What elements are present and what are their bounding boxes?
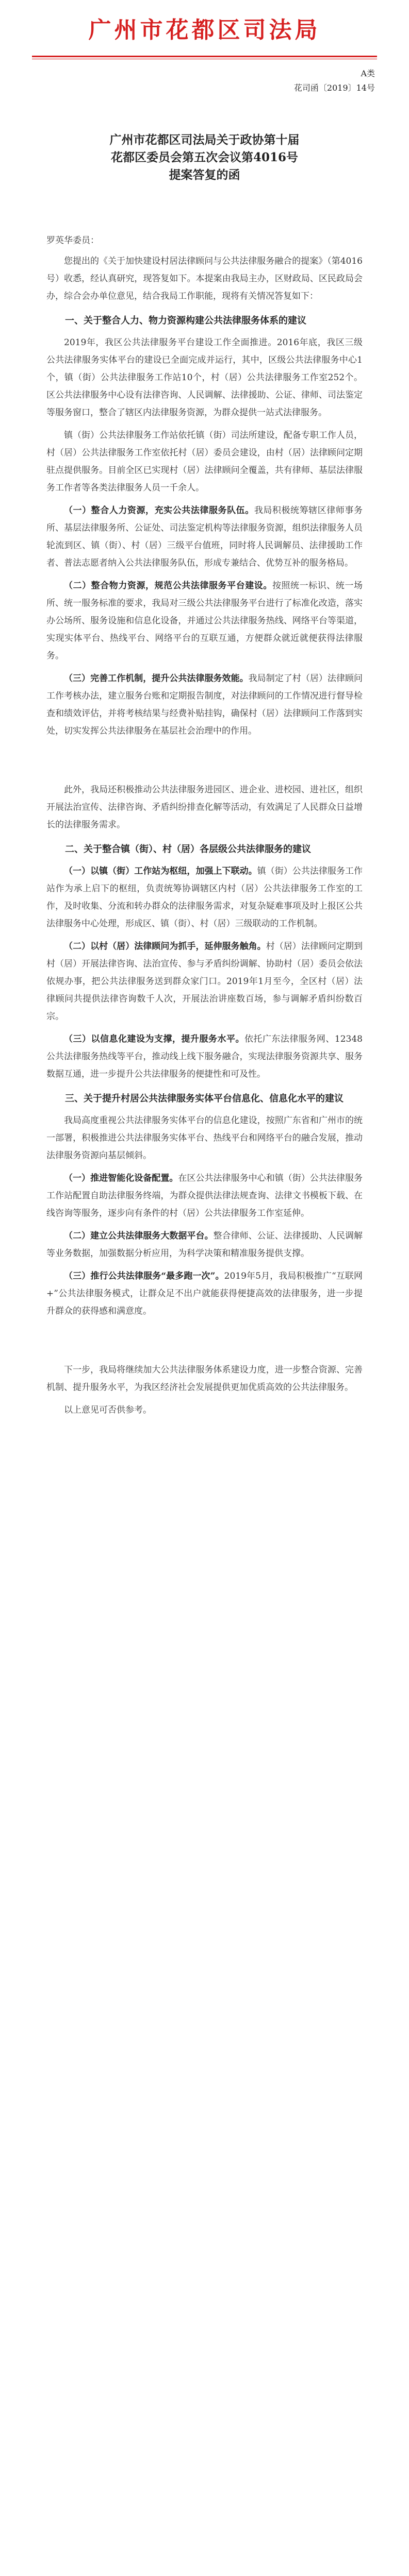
paragraph-text: 按照统一标识、统一场所、统一服务标准的要求，我局对三级公共法律服务平台进行了标准化改造，落实办公场所、服务设施和信息化设备，并通过公共法律服务热线、网络平台等渠道，实现实体平台、热线平台、网络平台的互联互通，方便群众就近就便获得法律服务。 (46, 581, 363, 661)
section-3-paragraph: 我局高度重视公共法律服务实体平台的信息化建设，按照广东省和广州市的统一部署，积极推进公共法律服务实体平台、热线平台和网络平台的融合发展，推动法律服务资源向基层倾斜。 (46, 1115, 363, 1161)
section-1-sub-1 (46, 502, 363, 572)
section-3-heading: 三、关于提升村居公共法律服务实体平台信息化、信息化水平的建议 (65, 1093, 343, 1104)
subheading: （一）整合人力资源，充实公共法律服务队伍。 (64, 505, 254, 516)
agency-name: 广州市花都区司法局 (88, 17, 321, 43)
section-1-paragraph: 此外，我局还积极推动公共法律服务进园区、进企业、进校园、进社区，组织开展法治宣传、法律咨询、矛盾纠纷排查化解等活动，有效满足了人民群众日益增长的法律服务需求。 (46, 785, 363, 830)
subheading: （二）建立公共法律服务大数据平台。 (64, 1231, 214, 1241)
paragraph-text: 镇（街）公共法律服务工作站作为承上启下的枢纽，负责统筹协调辖区内村（居）公共法律服务工作室的工作，及时收集、分流和转办群众的法律服务需求，对复杂疑难事项及时上报区公共法律服务中心处理，形成区、镇（街）、村（居）三级联动的工作机制。 (46, 866, 363, 929)
paragraph-text: 2019年5月，我局积极推广“互联网+”公共法律服务模式，让群众足不出户就能获得便捷高效的法律服务，进一步提升群众的获得感和满意度。 (46, 1271, 363, 1316)
closing-paragraph: 下一步，我局将继续加大公共法律服务体系建设力度，进一步整合资源、完善机制、提升服务水平，为我区经济社会发展提供更加优质高效的公共法律服务。 (46, 1365, 363, 1393)
section-2-sub-2 (46, 938, 363, 1025)
section-2-sub-3 (46, 1030, 363, 1083)
section-1-paragraph: 镇（街）公共法律服务工作站依托镇（街）司法所建设，配备专职工作人员，村（居）公共法律服务工作室依托村（居）委员会建设，由村（居）法律顾问定期驻点提供服务。目前全区已实现村（居）法律顾问全覆盖，共有律师、基层法律服务工作者等各类法律服务人员一千余人。 (46, 430, 363, 493)
subheading: （一）推进智能化设备配置。 (64, 1173, 178, 1183)
subheading: （三）完善工作机制，提升公共法律服务效能。 (64, 673, 249, 684)
title-line-1: 广州市花都区司法局关于政协第十届 (109, 133, 300, 147)
paragraph-text: 在区公共法律服务中心和镇（街）公共法律服务工作站配置自助法律服务终端，为群众提供法律法规查询、法律文书模板下载、在线咨询等服务，逐步向有条件的村（居）公共法律服务工作室延伸。 (46, 1173, 363, 1218)
paragraph-text: 我局制定了村（居）法律顾问工作考核办法，建立服务台账和定期报告制度，对法律顾问的工作情况进行督导检查和绩效评估，并将考核结果与经费补贴挂钩，确保村（居）法律顾问工作落到实处，切实发挥公共法律服务在基层社会治理中的作用。 (46, 673, 363, 736)
paragraph-text: 整合律师、公证、法律援助、人民调解等业务数据，加强数据分析应用，为科学决策和精准服务提供支撑。 (46, 1231, 363, 1259)
section-1-paragraph: 2019年，我区公共法律服务平台建设工作全面推进。2016年底，我区三级公共法律服务实体平台的建设已全面完成并运行，其中，区级公共法律服务中心1个，镇（街）公共法律服务工作站10个，村（居）公共法律服务工作室252个。区公共法律服务中心设有法律咨询、人民调解、法律援助、公证、律师、司法鉴定等服务窗口，整合了辖区内法律服务资源，为群众提供一站式法律服务。 (46, 337, 363, 418)
title-line-2: 花都区委员会第五次会议第4016号 (110, 150, 298, 164)
closing-remark: 以上意见可否供参考。 (64, 1405, 152, 1415)
subheading: （二）以村（居）法律顾问为抓手，延伸服务触角。 (64, 941, 266, 952)
section-3-sub-2 (46, 1227, 363, 1262)
subheading: （三）以信息化建设为支撑，提升服务水平。 (64, 1034, 244, 1044)
classification-mark: A类 (361, 69, 375, 78)
section-1-heading: 一、关于整合人力、物力资源构建公共法律服务体系的建议 (65, 315, 306, 326)
section-3-sub-1 (46, 1170, 363, 1222)
title-line-3: 提案答复的函 (169, 168, 240, 182)
section-2-heading: 二、关于整合镇（街）、村（居）各层级公共法律服务的建议 (65, 844, 311, 855)
document-title (46, 131, 363, 184)
subheading: （一）以镇（街）工作站为枢纽，加强上下联动。 (64, 866, 257, 876)
intro-paragraph: 您提出的《关于加快建设村居法律顾问与公共法律服务融合的提案》（第4016号）收悉，经认真研究，现答复如下。本提案由我局主办，区财政局、区民政局会办，综合会办单位意见，结合我局工作职能，现将有关情况答复如下： (46, 256, 363, 301)
section-1-sub-3 (46, 670, 363, 740)
subheading: （二）整合物力资源，规范公共法律服务平台建设。 (64, 581, 272, 591)
paragraph-text: 村（居）法律顾问定期到村（居）开展法律咨询、法治宣传、参与矛盾纠纷调解、协助村（居）委员会依法依规办事，把公共法律服务送到群众家门口。2019年1月至今，全区村（居）法律顾问共提供法律咨询数千人次，开展法治讲座数百场，参与调解矛盾纠纷数百宗。 (46, 941, 363, 1022)
section-1-sub-2 (46, 577, 363, 665)
document-number: 花司函〔2019〕14号 (293, 83, 375, 93)
letterhead (0, 0, 409, 98)
salutation: 罗英华委员： (46, 235, 99, 246)
document-body (46, 232, 363, 1424)
section-2-sub-1 (46, 862, 363, 933)
section-3-sub-3 (46, 1267, 363, 1320)
subheading: （三）推行公共法律服务“最多跑一次”。 (64, 1271, 224, 1281)
paragraph-text: 依托广东法律服务网、12348公共法律服务热线等平台，推动线上线下服务融合，实现法律服务资源共享、服务数据互通，进一步提升公共法律服务的便捷性和可及性。 (46, 1034, 363, 1079)
paragraph-text: 我局积极统筹辖区律师事务所、基层法律服务所、公证处、司法鉴定机构等法律服务资源，组织法律服务人员轮流到区、镇（街）、村（居）三级平台值班，同时将人民调解员、法律援助工作者、普法志愿者纳入公共法律服务队伍，形成专兼结合、优势互补的服务格局。 (46, 505, 363, 568)
red-rule (32, 56, 377, 57)
